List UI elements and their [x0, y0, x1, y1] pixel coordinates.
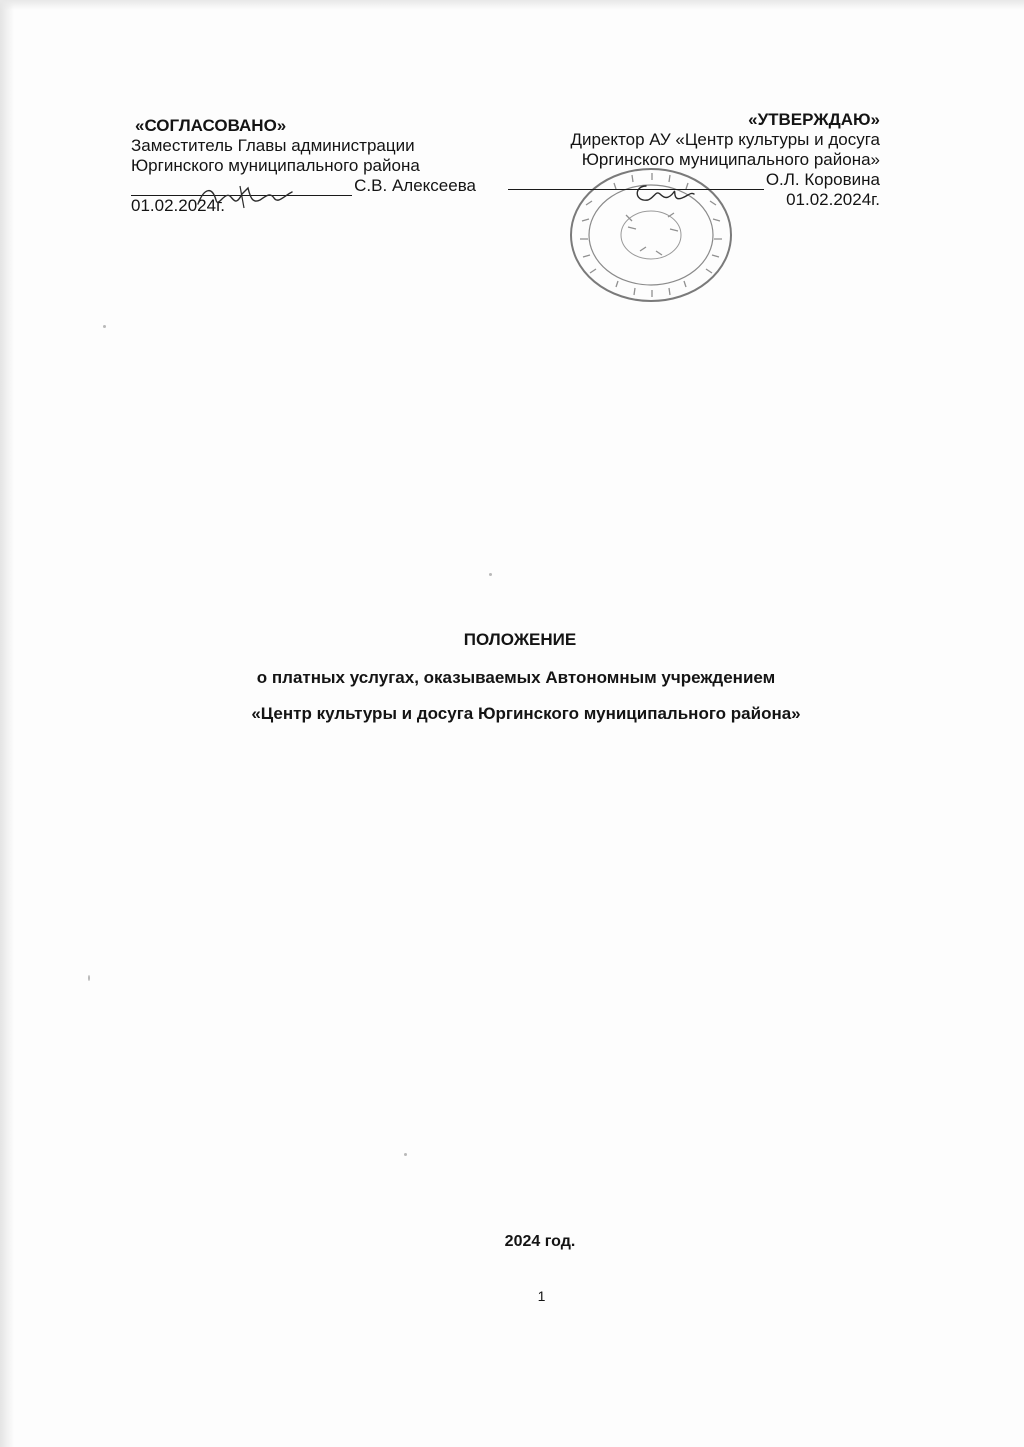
scan-edge-shadow-top	[0, 0, 1024, 10]
approval-block-approve	[508, 110, 880, 210]
approval-heading-approve: «УТВЕРЖДАЮ»	[748, 110, 880, 129]
document-title: ПОЛОЖЕНИЕ	[463, 630, 577, 649]
document-subtitle-line1: о платных услугах, оказываемых Автономным учреждением	[256, 668, 776, 687]
scan-speck	[404, 1153, 407, 1156]
scan-speck	[88, 975, 90, 981]
approval-position-line1: Директор АУ «Центр культуры и досуга	[570, 130, 880, 149]
signature-line-left	[131, 176, 476, 196]
approval-heading-agreed: «СОГЛАСОВАНО»	[135, 116, 287, 135]
document-year: 2024 год.	[504, 1233, 576, 1250]
scan-edge-shadow	[0, 0, 14, 1447]
approval-position-line2: Юргинского муниципального района»	[581, 150, 880, 169]
approval-position-line2: Юргинского муниципального района	[131, 156, 420, 175]
approval-signatory: О.Л. Коровина	[765, 170, 880, 189]
approval-signatory: С.В. Алексеева	[354, 176, 476, 195]
scan-speck	[103, 325, 106, 328]
approval-position-line1: Заместитель Главы администрации	[131, 136, 415, 155]
signature-rule	[131, 179, 352, 196]
scan-speck	[489, 573, 492, 576]
approval-date: 01.02.2024г.	[786, 190, 880, 209]
document-subtitle-line2: «Центр культуры и досуга Юргинского муниципального района»	[251, 704, 801, 723]
signature-rule	[508, 173, 764, 190]
page-number: 1	[537, 1288, 546, 1304]
approval-block-agreed	[131, 116, 476, 216]
signature-line-right	[508, 170, 880, 190]
approval-date: 01.02.2024г.	[131, 196, 225, 215]
